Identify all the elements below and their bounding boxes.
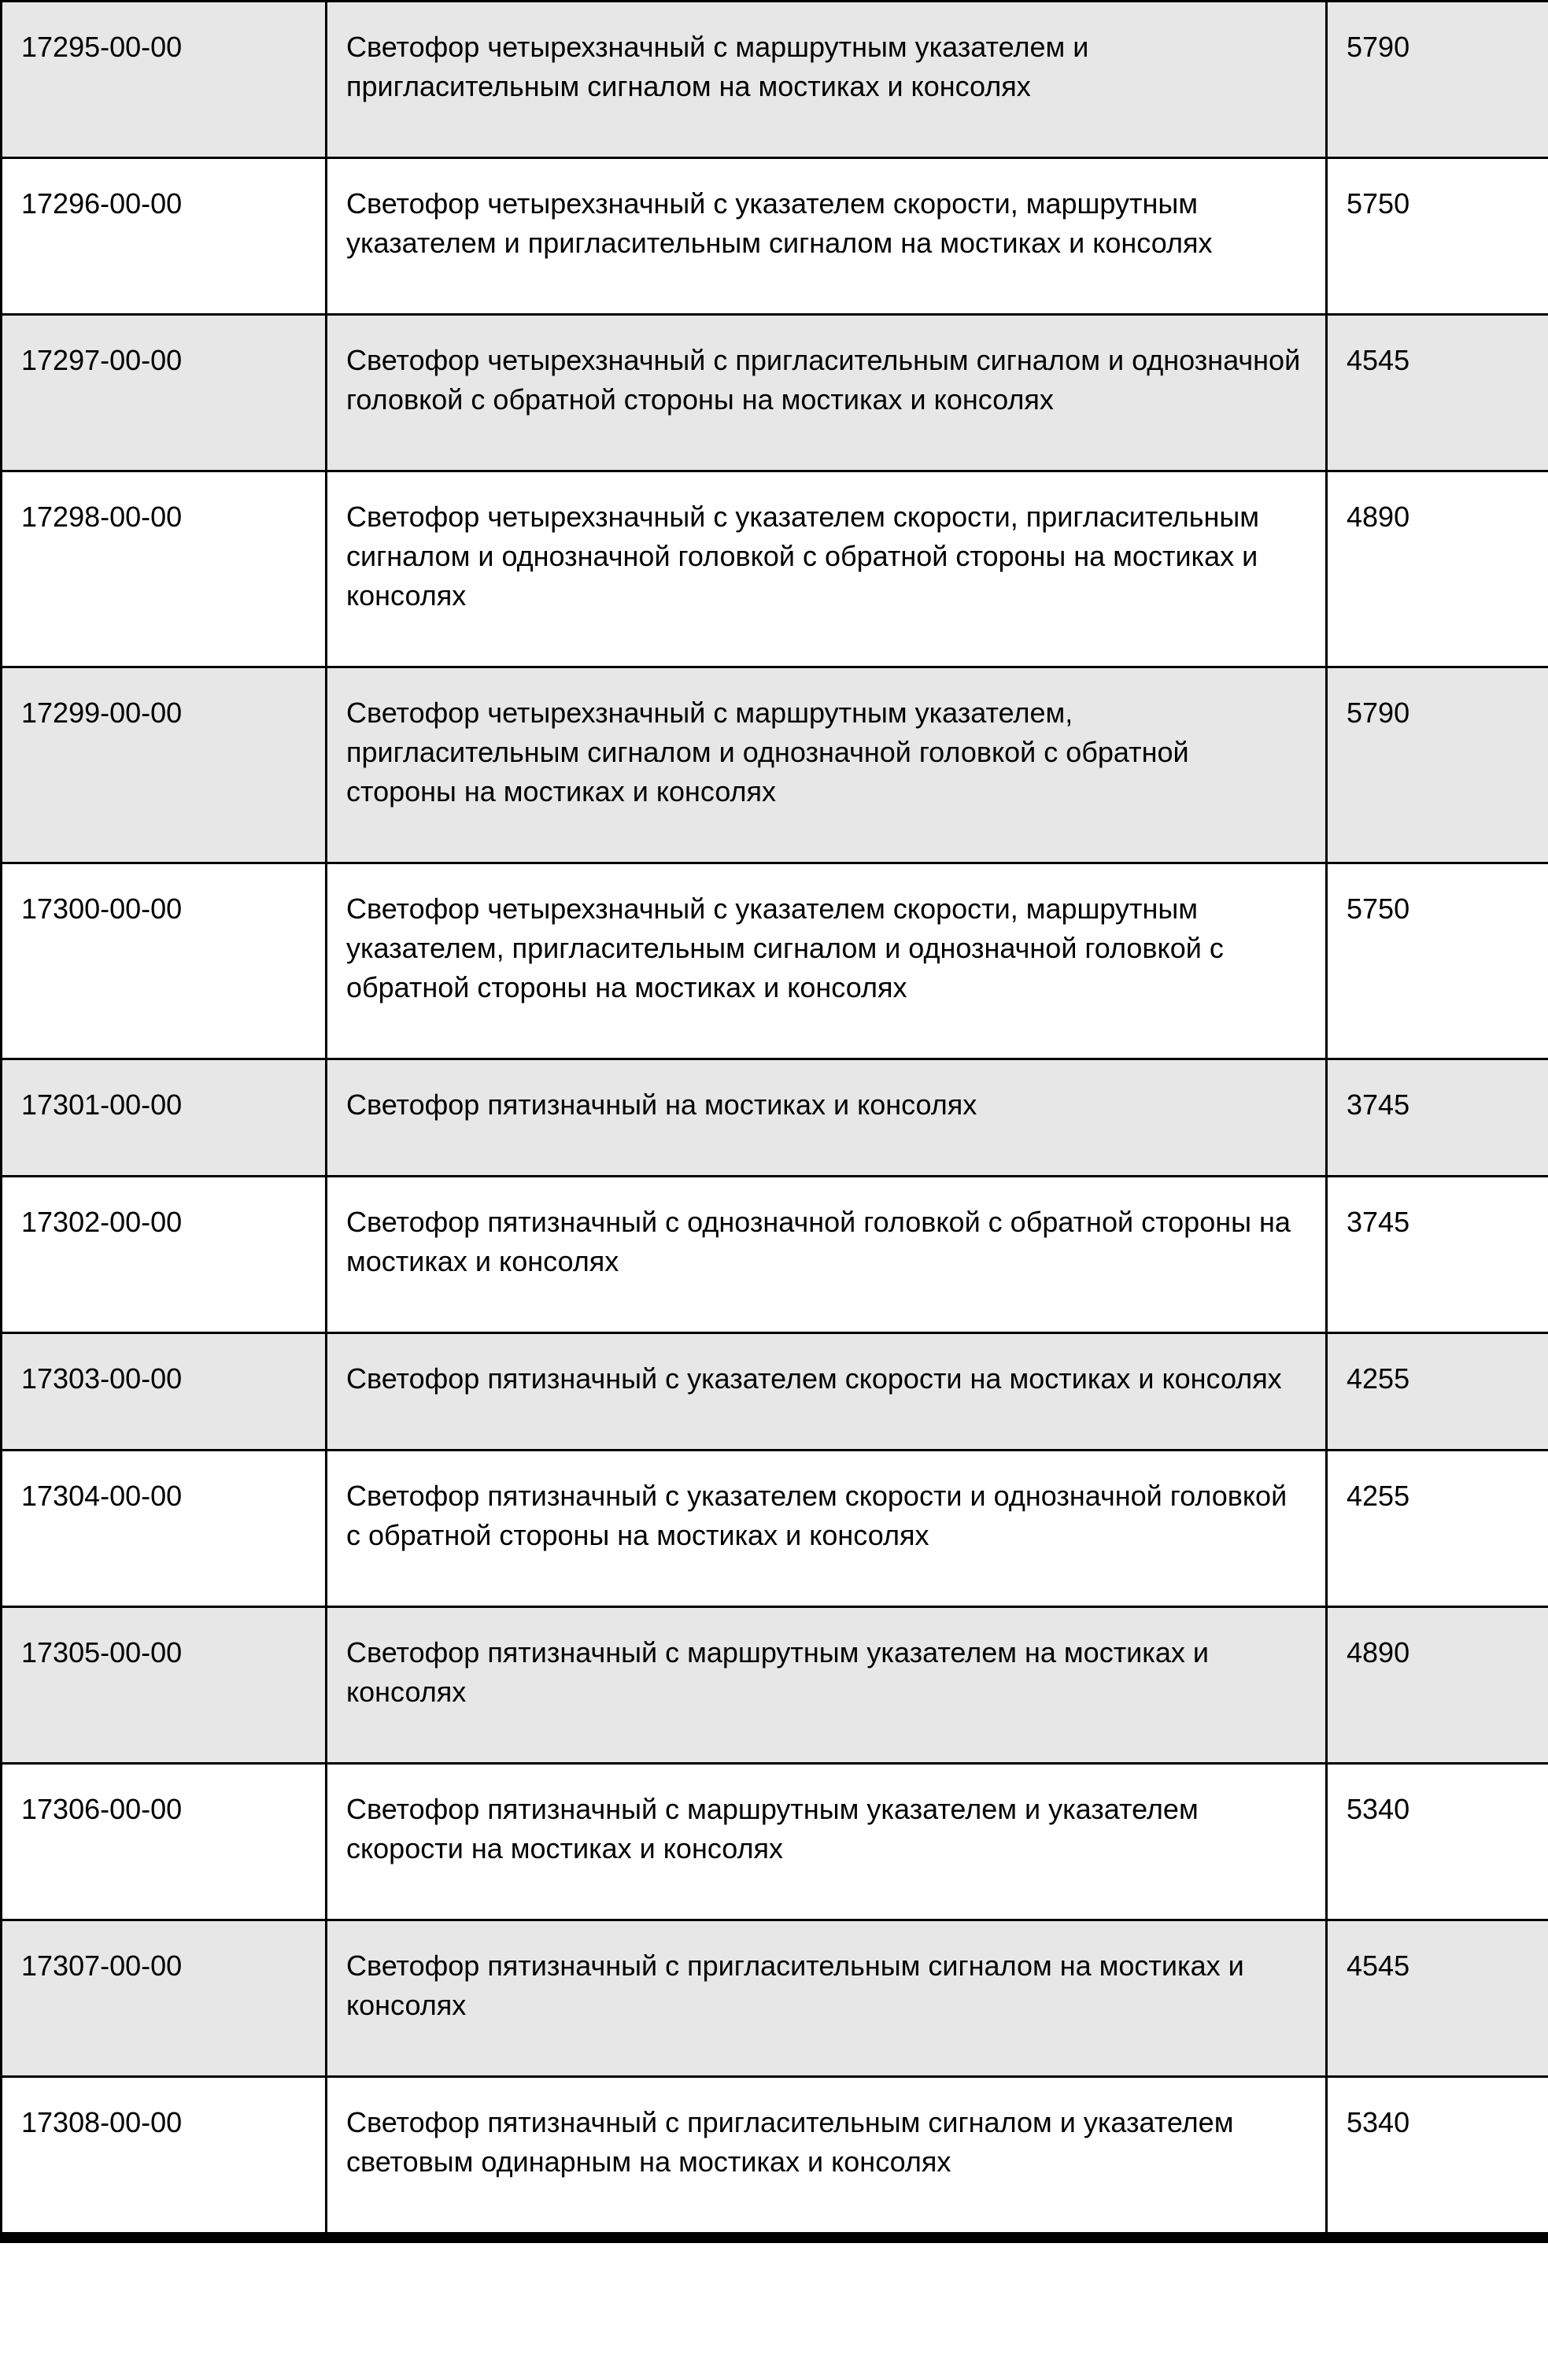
- code-cell: 17296-00-00: [2, 158, 327, 315]
- table-row: [2, 471, 1548, 667]
- table-row: [2, 1059, 1548, 1177]
- price-cell: 4255: [1327, 1333, 1548, 1451]
- description-cell: Светофор пятизначный с маршрутным указателем на мостиках и консолях: [327, 1607, 1327, 1764]
- table-row: [2, 667, 1548, 863]
- price-cell: 3745: [1327, 1059, 1548, 1177]
- price-cell: 5340: [1327, 2077, 1548, 2238]
- table-row: [2, 1607, 1548, 1764]
- code-cell: 17299-00-00: [2, 667, 327, 863]
- code-cell: 17301-00-00: [2, 1059, 327, 1177]
- price-cell: 5790: [1327, 667, 1548, 863]
- description-cell: Светофор четырехзначный с пригласительным сигналом и однозначной головкой с обратной стороны на мостиках и консолях: [327, 315, 1327, 471]
- price-cell: 3745: [1327, 1177, 1548, 1333]
- table-row: [2, 158, 1548, 315]
- code-cell: 17298-00-00: [2, 471, 327, 667]
- code-cell: 17305-00-00: [2, 1607, 327, 1764]
- description-cell: Светофор пятизначный с указателем скорости и однозначной головкой с обратной стороны на мостиках и консолях: [327, 1451, 1327, 1607]
- description-cell: Светофор четырехзначный с указателем скорости, пригласительным сигналом и однозначной головкой с обратной стороны на мостиках и консолях: [327, 471, 1327, 667]
- table-row: [2, 1451, 1548, 1607]
- table-row: [2, 1333, 1548, 1451]
- price-cell: 4890: [1327, 1607, 1548, 1764]
- description-cell: Светофор четырехзначный с указателем скорости, маршрутным указателем и пригласительным сигналом на мостиках и консолях: [327, 158, 1327, 315]
- description-cell: Светофор четырехзначный с маршрутным указателем и пригласительным сигналом на мостиках и консолях: [327, 2, 1327, 158]
- table-row: [2, 1920, 1548, 2077]
- price-cell: 5340: [1327, 1764, 1548, 1920]
- price-cell: 4255: [1327, 1451, 1548, 1607]
- code-cell: 17295-00-00: [2, 2, 327, 158]
- description-cell: Светофор пятизначный с маршрутным указателем и указателем скорости на мостиках и консолях: [327, 1764, 1327, 1920]
- price-cell: 4545: [1327, 1920, 1548, 2077]
- table-row: [2, 1764, 1548, 1920]
- description-cell: Светофор четырехзначный с указателем скорости, маршрутным указателем, пригласительным сигналом и однозначной головкой с обратной стороны на мостиках и консолях: [327, 863, 1327, 1059]
- price-table-body: [2, 2, 1548, 2238]
- code-cell: 17306-00-00: [2, 1764, 327, 1920]
- code-cell: 17302-00-00: [2, 1177, 327, 1333]
- table-row: [2, 2077, 1548, 2238]
- description-cell: Светофор пятизначный на мостиках и консолях: [327, 1059, 1327, 1177]
- table-row: [2, 2, 1548, 158]
- description-cell: Светофор пятизначный с пригласительным сигналом на мостиках и консолях: [327, 1920, 1327, 2077]
- price-cell: 5750: [1327, 863, 1548, 1059]
- code-cell: 17308-00-00: [2, 2077, 327, 2238]
- code-cell: 17300-00-00: [2, 863, 327, 1059]
- price-cell: 4890: [1327, 471, 1548, 667]
- code-cell: 17297-00-00: [2, 315, 327, 471]
- price-cell: 5750: [1327, 158, 1548, 315]
- code-cell: 17303-00-00: [2, 1333, 327, 1451]
- code-cell: 17304-00-00: [2, 1451, 327, 1607]
- description-cell: Светофор пятизначный с однозначной головкой с обратной стороны на мостиках и консолях: [327, 1177, 1327, 1333]
- description-cell: Светофор четырехзначный с маршрутным указателем, пригласительным сигналом и однозначной головкой с обратной стороны на мостиках и консолях: [327, 667, 1327, 863]
- price-cell: 5790: [1327, 2, 1548, 158]
- table-row: [2, 1177, 1548, 1333]
- table-row: [2, 863, 1548, 1059]
- description-cell: Светофор пятизначный с указателем скорости на мостиках и консолях: [327, 1333, 1327, 1451]
- price-cell: 4545: [1327, 315, 1548, 471]
- code-cell: 17307-00-00: [2, 1920, 327, 2077]
- table-row: [2, 315, 1548, 471]
- description-cell: Светофор пятизначный с пригласительным сигналом и указателем световым одинарным на мостиках и консолях: [327, 2077, 1327, 2238]
